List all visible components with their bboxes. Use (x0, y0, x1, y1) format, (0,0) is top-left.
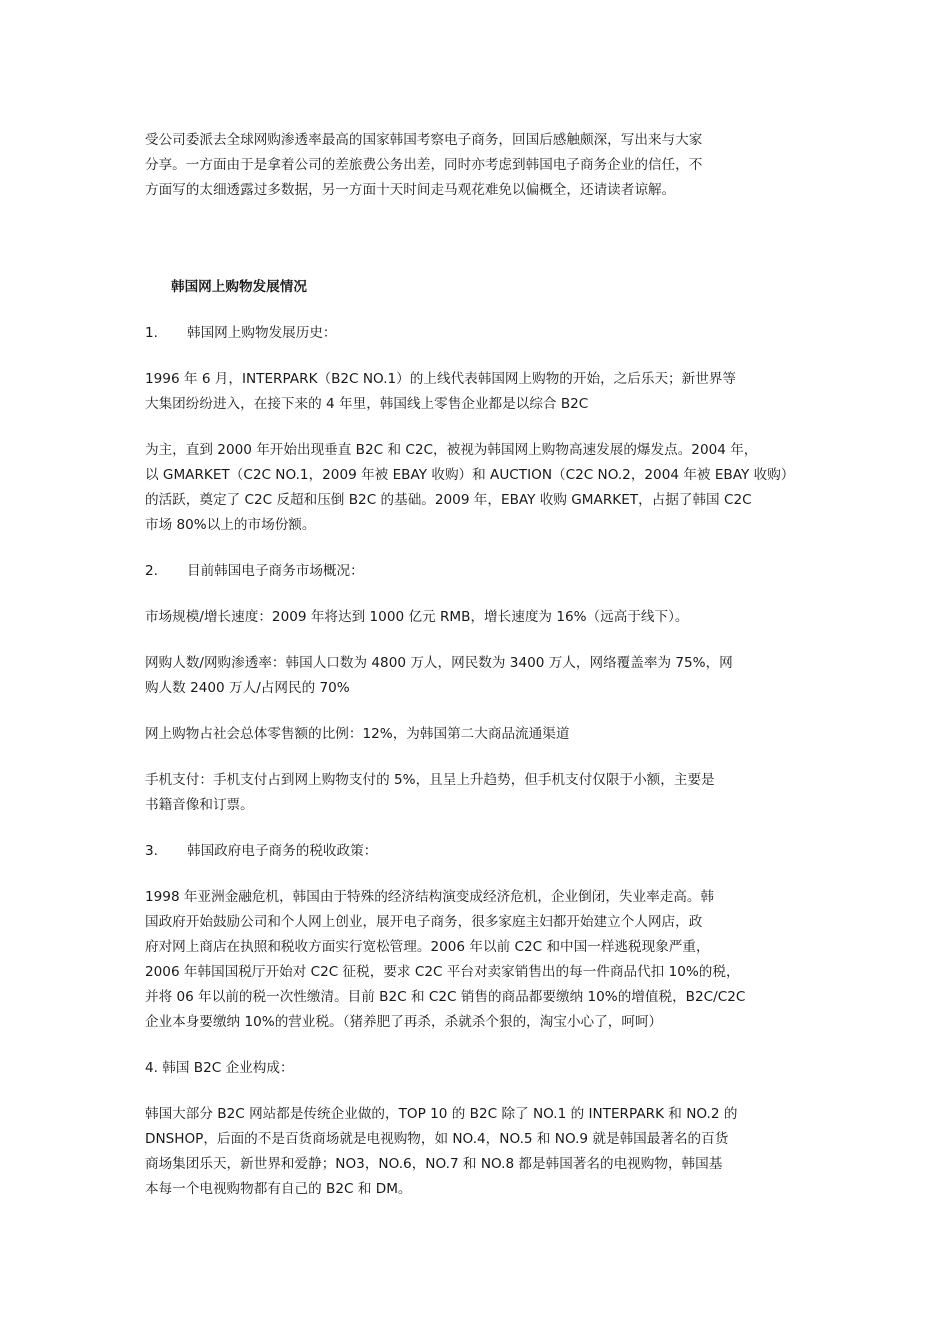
text-line: 为主，直到 2000 年开始出现垂直 B2C 和 C2C，被视为韩国网上购物高速发展的爆发点。2004 年， (145, 442, 758, 458)
text-line: 市场 80%以上的市场份额。 (145, 517, 316, 533)
section-heading: 韩国网上购物发展情况 (171, 279, 307, 295)
paragraph (145, 768, 810, 818)
text-line: 方面写的太细透露过多数据，另一方面十天时间走马观花难免以偏概全，还请读者谅解。 (145, 182, 676, 198)
paragraph (145, 651, 810, 701)
text-line: 并将 06 年以前的税一次性缴清。目前 B2C 和 C2C 销售的商品都要缴纳 10%的增值税，B2C/C2C (145, 989, 746, 1005)
text-line: 分享。一方面由于是拿着公司的差旅费公务出差，同时亦考虑到韩国电子商务企业的信任，不 (145, 157, 703, 173)
list-item-4: 4. 韩国 B2C 企业构成： (145, 1060, 294, 1076)
list-item-2 (145, 559, 810, 584)
list-number: 2. (145, 563, 158, 579)
paragraph (145, 885, 810, 1035)
paragraph (145, 438, 810, 538)
text-line: 企业本身要缴纳 10%的营业税。（猪养肥了再杀，杀就杀个狠的，淘宝小心了，呵呵） (145, 1014, 663, 1030)
list-item-title: 韩国政府电子商务的税收政策： (187, 843, 378, 859)
text-line: 1996 年 6 月，INTERPARK（B2C NO.1）的上线代表韩国网上购物的开始，之后乐天；新世界等 (145, 371, 736, 387)
list-number: 3. (145, 843, 158, 859)
text-line: DNSHOP，后面的不是百货商场就是电视购物，如 NO.4，NO.5 和 NO.9 就是韩国最著名的百货 (145, 1131, 729, 1147)
text-line: 市场规模/增长速度：2009 年将达到 1000 亿元 RMB，增长速度为 16%（远高于线下）。 (145, 609, 689, 625)
list-number: 1. (145, 325, 158, 341)
text-line: 国政府开始鼓励公司和个人网上创业，展开电子商务，很多家庭主妇都开始建立个人网店，政 (145, 914, 703, 930)
text-line: 本每一个电视购物都有自己的 B2C 和 DM。 (145, 1181, 412, 1197)
text-line: 书籍音像和订票。 (145, 797, 254, 813)
text-line: 1998 年亚洲金融危机，韩国由于特殊的经济结构演变成经济危机，企业倒闭，失业率走高。韩 (145, 889, 715, 905)
text-line: 韩国大部分 B2C 网站都是传统企业做的，TOP 10 的 B2C 除了 NO.1 的 INTERPARK 和 NO.2 的 (145, 1106, 738, 1122)
text-line: 手机支付：手机支付占到网上购物支付的 5%，且呈上升趋势，但手机支付仅限于小额，主要是 (145, 772, 715, 788)
text-line: 府对网上商店在执照和税收方面实行宽松管理。2006 年以前 C2C 和中国一样逃税现象严重， (145, 939, 710, 955)
paragraph (145, 722, 810, 747)
text-line: 网上购物占社会总体零售额的比例：12%，为韩国第二大商品流通渠道 (145, 726, 570, 742)
paragraph (145, 367, 810, 417)
text-line: 网购人数/网购渗透率：韩国人口数为 4800 万人，网民数为 3400 万人，网络覆盖率为 75%，网 (145, 655, 733, 671)
text-line: 的活跃，奠定了 C2C 反超和压倒 B2C 的基础。2009 年，EBAY 收购 GMARKET，占据了韩国 C2C (145, 492, 752, 508)
list-item-title: 韩国网上购物发展历史： (187, 325, 337, 341)
document-page (145, 128, 810, 1223)
text-line: 大集团纷纷进入，在接下来的 4 年里，韩国线上零售企业都是以综合 B2C (145, 396, 589, 412)
paragraph (145, 605, 810, 630)
list-item-title: 目前韩国电子商务市场概况： (187, 563, 364, 579)
text-line: 商场集团乐天，新世界和爱静；NO3，NO.6，NO.7 和 NO.8 都是韩国著名的电视购物，韩国基 (145, 1156, 723, 1172)
intro-paragraph (145, 128, 810, 203)
list-item-3 (145, 839, 810, 864)
paragraph (145, 1102, 810, 1202)
text-line: 以 GMARKET（C2C NO.1，2009 年被 EBAY 收购）和 AUCTION（C2C NO.2，2004 年被 EBAY 收购） (145, 467, 795, 483)
text-line: 购人数 2400 万人/占网民的 70% (145, 680, 350, 696)
text-line: 2006 年韩国国税厅开始对 C2C 征税，要求 C2C 平台对卖家销售出的每一件商品代扣 10%的税， (145, 964, 740, 980)
list-item-1 (145, 321, 810, 346)
text-line: 受公司委派去全球网购渗透率最高的国家韩国考察电子商务，回国后感触颇深，写出来与大家 (145, 132, 703, 148)
